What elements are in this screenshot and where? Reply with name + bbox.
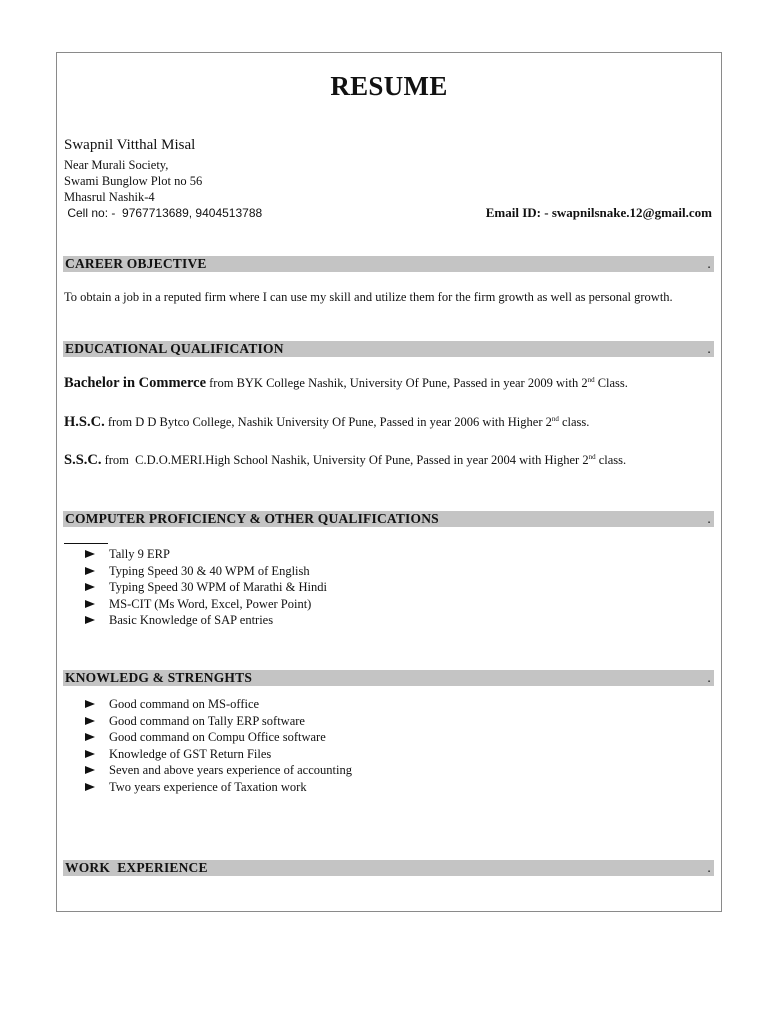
degree-detail: from BYK College Nashik, University Of Pune, Passed in year 2009 with 2 — [206, 376, 588, 390]
arrow-bullet-icon — [85, 567, 95, 575]
candidate-name: Swapnil Vitthal Misal — [64, 137, 196, 153]
cell-number: Cell no: - 9767713689, 9404513788 — [64, 206, 263, 220]
address-line-1: Near Murali Society, — [64, 158, 169, 172]
list-item-text: MS-CIT (Ms Word, Excel, Power Point) — [109, 596, 312, 611]
arrow-bullet-icon — [85, 550, 95, 558]
work-heading-text: WORK EXPERIENCE — [65, 860, 208, 875]
arrow-bullet-icon — [85, 783, 95, 791]
list-item — [85, 612, 327, 629]
heading-dot: . — [707, 341, 711, 356]
section-heading-career-objective — [63, 256, 714, 272]
arrow-bullet-icon — [85, 717, 95, 725]
degree-tail: class. — [595, 453, 627, 467]
list-item — [85, 546, 327, 563]
page-title: RESUME — [330, 71, 448, 101]
list-item — [85, 563, 327, 580]
list-item — [85, 713, 352, 730]
knowledge-list — [85, 696, 352, 795]
degree-name: Bachelor in Commerce — [64, 375, 207, 391]
address-line-3: Mhasrul Nashik-4 — [64, 190, 155, 204]
list-item — [85, 696, 352, 713]
list-item-text: Good command on Compu Office software — [109, 730, 326, 744]
list-item-text: Good command on MS-office — [109, 697, 260, 711]
list-item-text: Seven and above years experience of accounting — [109, 763, 352, 777]
education-heading-text: EDUCATIONAL QUALIFICATION — [65, 341, 284, 356]
list-item-text: Basic Knowledge of SAP entries — [109, 613, 274, 627]
section-heading-computer-proficiency — [63, 511, 714, 527]
list-item-text: Two years experience of Taxation work — [109, 779, 307, 794]
list-item-text: Typing Speed 30 & 40 WPM of English — [109, 563, 310, 578]
arrow-bullet-icon — [85, 616, 95, 624]
ordinal-suffix: nd — [551, 415, 559, 423]
computer-skills-list — [85, 546, 327, 629]
section-heading-knowledge-strengths — [63, 670, 714, 686]
career-objective-text: To obtain a job in a reputed firm where I can use my skill and utilize them for the firm growth as well as personal growth. — [64, 290, 673, 304]
degree-name: H.S.C. — [64, 414, 105, 430]
heading-dot: . — [707, 256, 711, 271]
list-item — [85, 596, 327, 613]
list-item-text: Knowledge of GST Return Files — [109, 746, 272, 761]
list-item — [85, 746, 352, 763]
ordinal-suffix: nd — [588, 453, 596, 461]
list-item — [85, 762, 352, 779]
address-line-2: Swami Bunglow Plot no 56 — [64, 174, 203, 188]
degree-name: S.S.C. — [64, 452, 102, 468]
section-heading-education — [63, 341, 714, 357]
list-item-text: Typing Speed 30 WPM of Marathi & Hindi — [109, 580, 327, 594]
underline-rule — [64, 543, 108, 544]
heading-dot: . — [707, 511, 711, 526]
qualification-ssc — [64, 452, 626, 469]
knowledge-heading-text: KNOWLEDG & STRENGHTS — [65, 670, 253, 685]
resume-page — [56, 52, 722, 912]
arrow-bullet-icon — [85, 600, 95, 608]
degree-tail: Class. — [594, 376, 628, 390]
career-heading-text: CAREER OBJECTIVE — [65, 256, 207, 271]
degree-detail: from D D Bytco College, Nashik University Of Pune, Passed in year 2006 with Higher 2 — [104, 415, 552, 429]
arrow-bullet-icon — [85, 750, 95, 758]
arrow-bullet-icon — [85, 766, 95, 774]
heading-dot: . — [707, 670, 711, 685]
qualification-hsc — [64, 414, 589, 431]
arrow-bullet-icon — [85, 733, 95, 741]
list-item-text: Tally 9 ERP — [109, 547, 170, 561]
email-id: Email ID: - swapnilsnake.12@gmail.com — [485, 205, 712, 220]
qualification-bcom — [64, 375, 628, 392]
arrow-bullet-icon — [85, 583, 95, 591]
list-item — [85, 729, 352, 746]
degree-detail: from C.D.O.MERI.High School Nashik, University Of Pune, Passed in year 2004 with Higher 2 — [101, 453, 589, 467]
computer-heading-text: COMPUTER PROFICIENCY & OTHER QUALIFICATIONS — [65, 511, 439, 526]
list-item — [85, 779, 352, 796]
section-heading-work-experience — [63, 860, 714, 876]
degree-tail: class. — [558, 415, 590, 429]
arrow-bullet-icon — [85, 700, 95, 708]
heading-dot: . — [707, 860, 711, 875]
list-item — [85, 579, 327, 596]
list-item-text: Good command on Tally ERP software — [109, 713, 305, 728]
ordinal-suffix: nd — [587, 376, 595, 384]
